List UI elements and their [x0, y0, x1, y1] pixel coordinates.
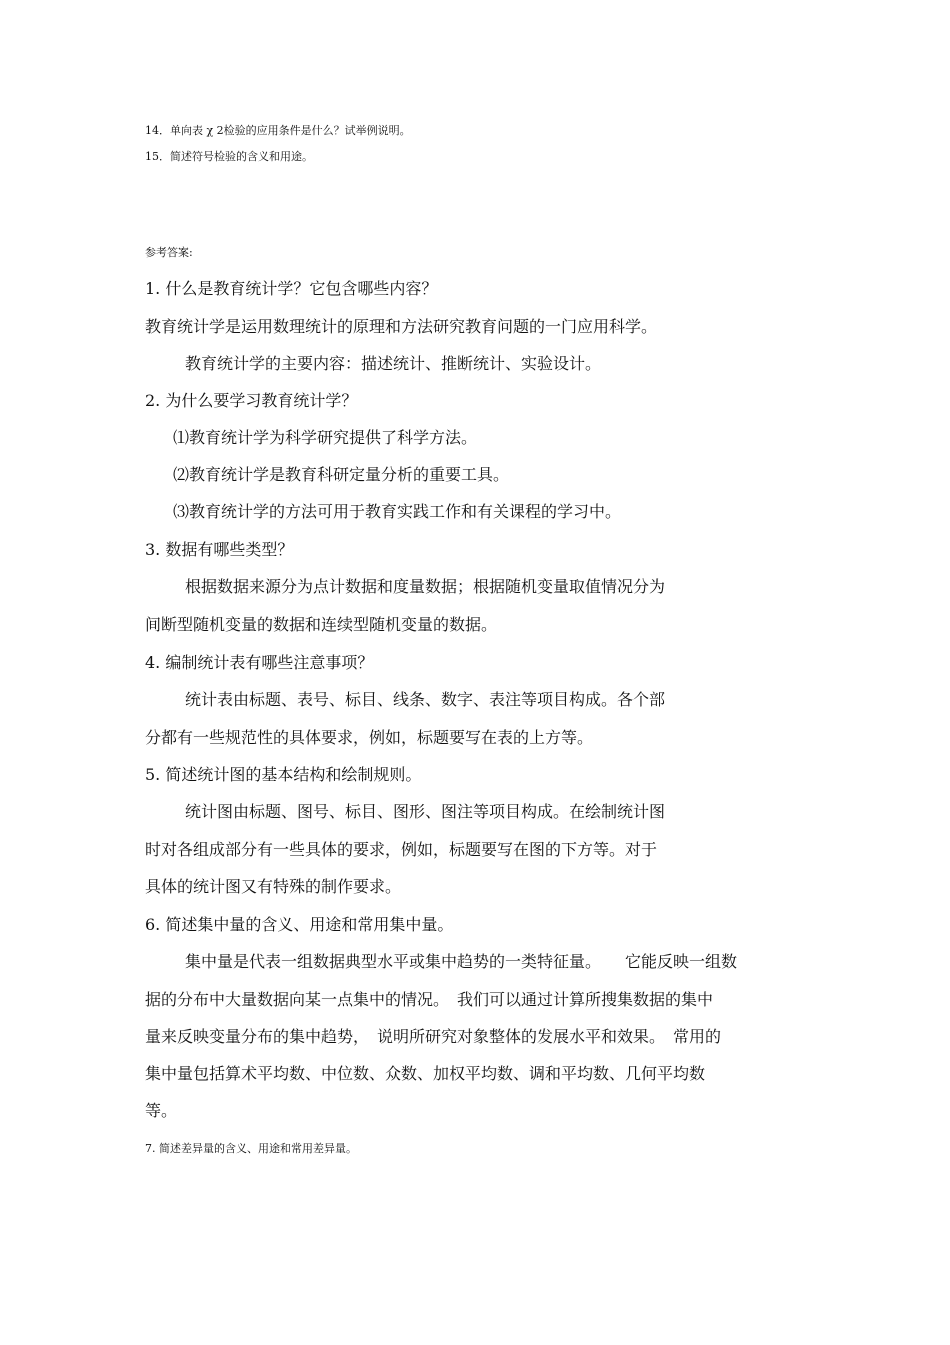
answer-2-item-3: ⑶教育统计学的方法可用于教育实践工作和有关课程的学习中。 [173, 502, 622, 521]
answer-6-line-2: 据的分布中大量数据向某一点集中的情况。 我们可以通过计算所搜集数据的集中 [145, 990, 714, 1009]
answer-1-line-1: 教育统计学是运用数理统计的原理和方法研究教育问题的一门应用科学。 [145, 317, 658, 336]
answer-3-line-1: 根据数据来源分为点计数据和度量数据；根据随机变量取值情况分为 [185, 577, 666, 596]
answer-3-line-2: 间断型随机变量的数据和连续型随机变量的数据。 [145, 615, 498, 634]
answer-2-question: 2. 为什么要学习教育统计学？ [145, 391, 358, 410]
answer-5-line-2: 时对各组成部分有一些具体的要求，例如，标题要写在图的下方等。对于 [145, 840, 658, 859]
answer-5-line-1: 统计图由标题、图号、标目、图形、图注等项目构成。在绘制统计图 [185, 802, 666, 821]
answer-5-question: 5. 简述统计图的基本结构和绘制规则。 [145, 765, 422, 784]
question-14: 14．单向表 χ 2检验的应用条件是什么？试举例说明。 [145, 124, 411, 137]
answer-7-question: 7. 简述差异量的含义、用途和常用差异量。 [145, 1142, 357, 1155]
question-15: 15．简述符号检验的含义和用途。 [145, 150, 313, 163]
answers-heading: 参考答案: [145, 246, 193, 259]
answer-6-line-3: 量来反映变量分布的集中趋势， 说明所研究对象整体的发展水平和效果。 常用的 [145, 1027, 722, 1046]
answer-1-line-2: 教育统计学的主要内容：描述统计、推断统计、实验设计。 [185, 354, 602, 373]
answer-1-question: 1. 什么是教育统计学？它包含哪些内容？ [145, 279, 438, 298]
answer-4-line-2: 分都有一些规范性的具体要求，例如，标题要写在表的上方等。 [145, 728, 594, 747]
answer-4-line-1: 统计表由标题、表号、标目、线条、数字、表注等项目构成。各个部 [185, 690, 666, 709]
answer-4-question: 4. 编制统计表有哪些注意事项？ [145, 653, 374, 672]
answer-6-line-5: 等。 [145, 1101, 178, 1120]
answer-6-line-4: 集中量包括算术平均数、中位数、众数、加权平均数、调和平均数、几何平均数 [145, 1064, 706, 1083]
answer-3-question: 3. 数据有哪些类型？ [145, 540, 294, 559]
answer-6-question: 6. 简述集中量的含义、用途和常用集中量。 [145, 915, 454, 934]
answer-6-line-1: 集中量是代表一组数据典型水平或集中趋势的一类特征量。 它能反映一组数 [185, 952, 738, 971]
answer-2-item-2: ⑵教育统计学是教育科研定量分析的重要工具。 [173, 465, 510, 484]
answer-5-line-3: 具体的统计图又有特殊的制作要求。 [145, 877, 402, 896]
answer-2-item-1: ⑴教育统计学为科学研究提供了科学方法。 [173, 428, 478, 447]
